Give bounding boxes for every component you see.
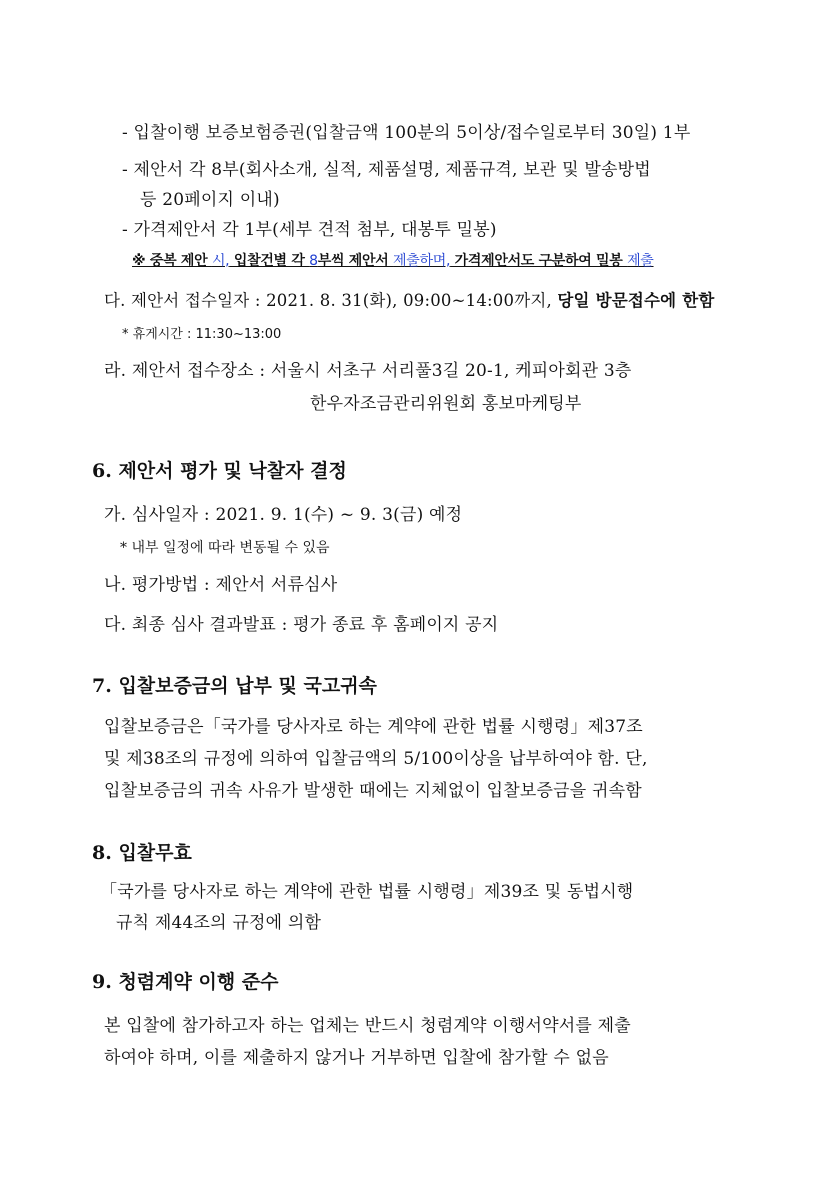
notice-part: 입찰건별 각 [229, 253, 310, 269]
section-8-line: 규칙 제44조의 규정에 의함 [116, 913, 322, 933]
price-proposal-item: - 가격제안서 각 1부(세부 견적 첨부, 대봉투 밀봉) [122, 220, 497, 240]
break-time-note: * 휴게시간 : 11:30~13:00 [122, 327, 282, 342]
bid-guarantee-item: - 입찰이행 보증보험증권(입찰금액 100분의 5이상/접수일로부터 30일) 1부 [122, 123, 691, 143]
submission-date [104, 287, 715, 311]
review-date: 가. 심사일자 : 2021. 9. 1(수) ~ 9. 3(금) 예정 [104, 505, 463, 525]
section-9-heading: 9. 청렴계약 이행 준수 [92, 971, 279, 993]
proposal-copies-item-cont: 등 20페이지 이내) [140, 190, 280, 210]
final-result-announcement: 다. 최종 심사 결과발표 : 평가 종료 후 홈페이지 공지 [104, 615, 499, 635]
notice-part: 부씩 제안서 [317, 253, 394, 269]
notice-part: 제출하며, [393, 253, 451, 269]
submission-place: 라. 제안서 접수장소 : 서울시 서초구 서리풀3길 20-1, 케피아회관 3층 [104, 361, 632, 381]
section-8-heading: 8. 입찰무효 [92, 842, 192, 864]
section-8-line: 「국가를 당사자로 하는 계약에 관한 법률 시행령」제39조 및 동법시행 [100, 882, 634, 902]
notice-part: 가격제안서도 구분하여 밀봉 [450, 253, 628, 269]
notice-part: 제출 [627, 253, 654, 269]
section-6-heading: 6. 제안서 평가 및 낙찰자 결정 [92, 460, 347, 482]
notice-part: 8 [309, 253, 318, 269]
notice-part: 시, [211, 253, 230, 269]
evaluation-method: 나. 평가방법 : 제안서 서류심사 [104, 575, 338, 595]
review-date-note: * 내부 일정에 따라 변동될 수 있음 [120, 540, 330, 556]
notice-part: ※ 중복 제안 [132, 253, 212, 269]
section-7-heading: 7. 입찰보증금의 납부 및 국고귀속 [92, 675, 377, 697]
section-7-line: 및 제38조의 규정에 의하여 입찰금액의 5/100이상을 납부하여야 함. 단, [104, 749, 648, 769]
section-7-line: 입찰보증금은「국가를 당사자로 하는 계약에 관한 법률 시행령」제37조 [104, 717, 643, 737]
section-9-line: 하여야 하며, 이를 제출하지 않거나 거부하면 입찰에 참가할 수 없음 [104, 1048, 609, 1068]
submission-date-text: 다. 제안서 접수일자 : 2021. 8. 31(화), 09:00~14:00까지, [104, 291, 558, 310]
proposal-copies-item: - 제안서 각 8부(회사소개, 실적, 제품설명, 제품규격, 보관 및 발송방법 [122, 160, 651, 180]
submission-place-cont: 한우자조금관리위원회 홍보마케팅부 [310, 394, 582, 414]
section-7-line: 입찰보증금의 귀속 사유가 발생한 때에는 지체없이 입찰보증금을 귀속함 [104, 781, 642, 801]
submission-date-emphasis: 당일 방문접수에 한함 [557, 291, 715, 310]
duplicate-proposal-notice [132, 250, 654, 270]
section-9-line: 본 입찰에 참가하고자 하는 업체는 반드시 청렴계약 이행서약서를 제출 [104, 1016, 631, 1036]
